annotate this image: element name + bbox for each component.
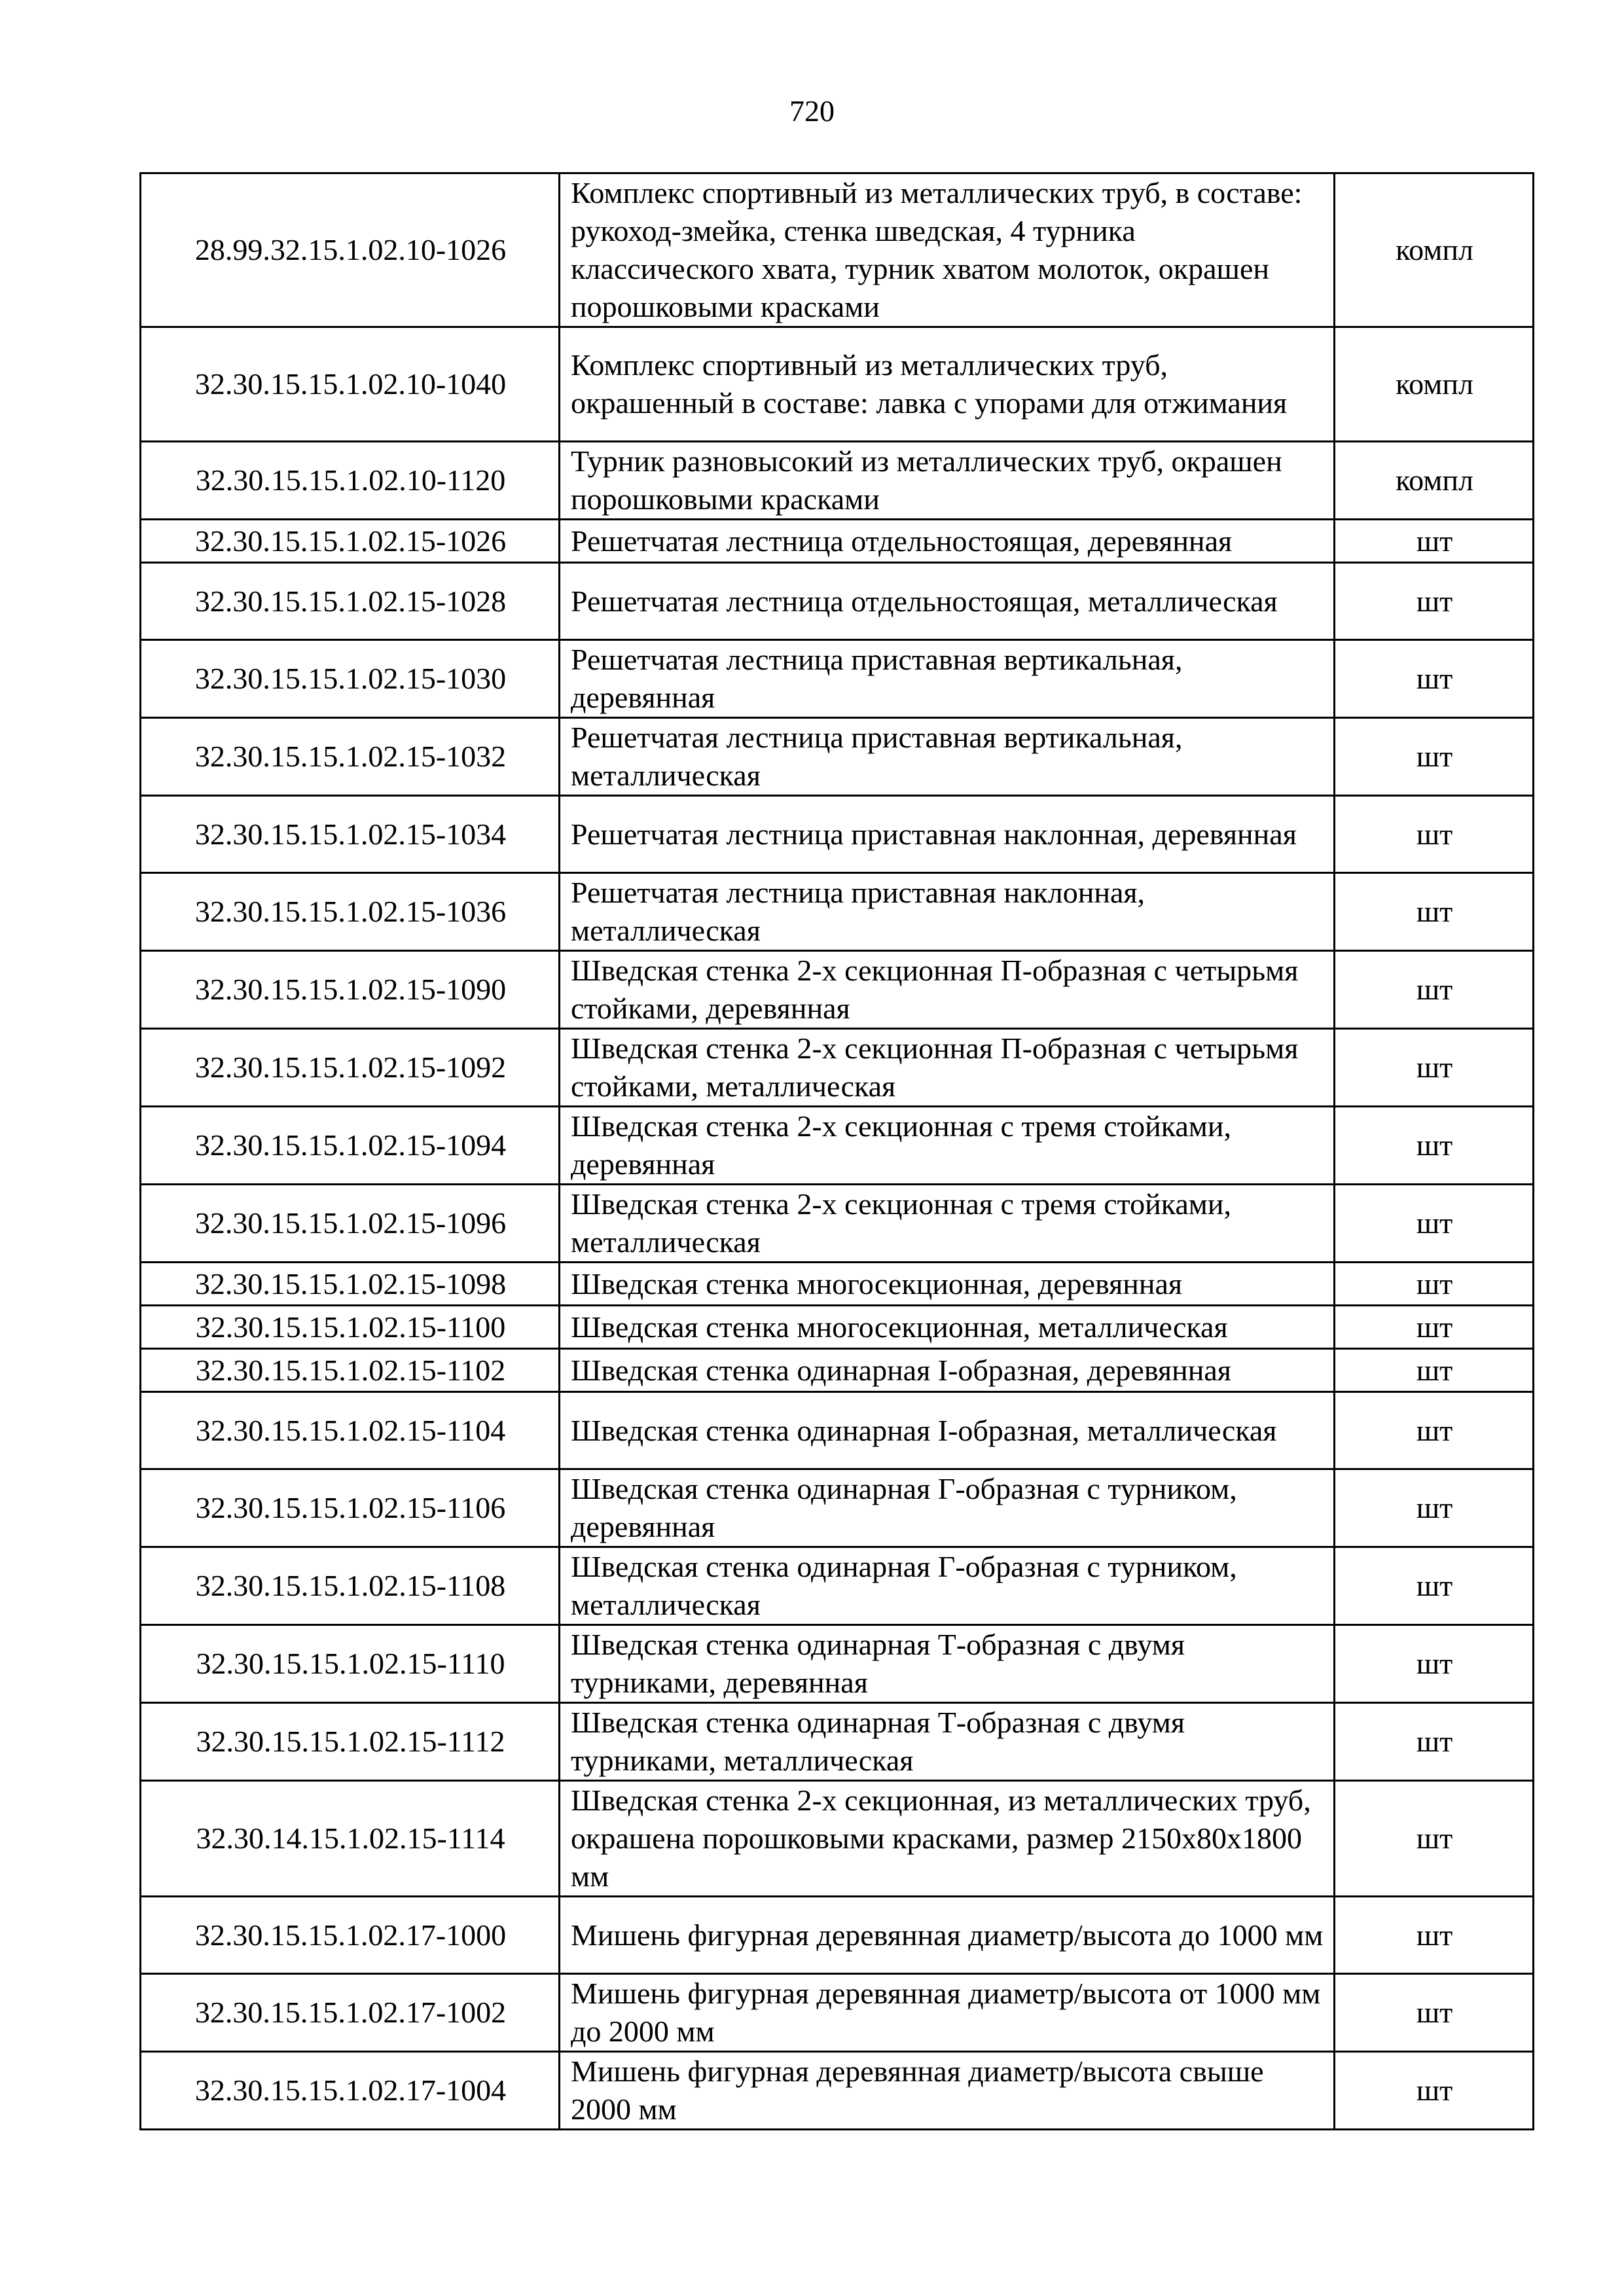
description-cell: Решетчатая лестница приставная наклонная, металлическая — [560, 873, 1335, 951]
description-cell: Решетчатая лестница приставная наклонная, деревянная — [560, 796, 1335, 873]
description-cell: Комплекс спортивный из металлических труб, в составе: рукоход-змейка, стенка шведская, 4 турника классического хвата, турник хватом молоток, окрашен порошковыми красками — [560, 173, 1335, 327]
table-row — [141, 563, 1534, 640]
table-row — [141, 1263, 1534, 1306]
code-cell: 32.30.15.15.1.02.15-1034 — [141, 796, 560, 873]
code-cell: 28.99.32.15.1.02.10-1026 — [141, 173, 560, 327]
table-row — [141, 173, 1534, 327]
table-row — [141, 1107, 1534, 1185]
description-cell: Решетчатая лестница приставная вертикальная, деревянная — [560, 640, 1335, 718]
code-cell: 32.30.15.15.1.02.15-1096 — [141, 1185, 560, 1263]
description-cell: Мишень фигурная деревянная диаметр/высота до 1000 мм — [560, 1897, 1335, 1974]
code-cell: 32.30.15.15.1.02.10-1040 — [141, 327, 560, 442]
description-cell: Мишень фигурная деревянная диаметр/высота свыше 2000 мм — [560, 2052, 1335, 2130]
description-cell: Решетчатая лестница приставная вертикальная, металлическая — [560, 718, 1335, 796]
description-cell: Шведская стенка 2-х секционная с тремя стойками, деревянная — [560, 1107, 1335, 1185]
code-cell: 32.30.15.15.1.02.15-1110 — [141, 1625, 560, 1703]
description-cell: Шведская стенка многосекционная, металлическая — [560, 1306, 1335, 1349]
table-row — [141, 1392, 1534, 1469]
description-cell: Шведская стенка одинарная Т-образная с двумя турниками, деревянная — [560, 1625, 1335, 1703]
description-cell: Турник разновысокий из металлических труб, окрашен порошковыми красками — [560, 442, 1335, 520]
code-cell: 32.30.15.15.1.02.15-1108 — [141, 1547, 560, 1625]
code-cell: 32.30.15.15.1.02.15-1036 — [141, 873, 560, 951]
description-cell: Шведская стенка одинарная Г-образная с турником, металлическая — [560, 1547, 1335, 1625]
table-row — [141, 718, 1534, 796]
table-row — [141, 796, 1534, 873]
unit-cell: шт — [1335, 951, 1534, 1029]
code-cell: 32.30.15.15.1.02.15-1104 — [141, 1392, 560, 1469]
unit-cell: компл — [1335, 442, 1534, 520]
unit-cell: шт — [1335, 1897, 1534, 1974]
unit-cell: шт — [1335, 1974, 1534, 2052]
table-row — [141, 1703, 1534, 1781]
code-cell: 32.30.15.15.1.02.15-1092 — [141, 1029, 560, 1107]
code-cell: 32.30.15.15.1.02.15-1026 — [141, 520, 560, 563]
code-cell: 32.30.15.15.1.02.10-1120 — [141, 442, 560, 520]
table-row — [141, 1185, 1534, 1263]
code-cell: 32.30.15.15.1.02.17-1004 — [141, 2052, 560, 2130]
code-cell: 32.30.15.15.1.02.15-1030 — [141, 640, 560, 718]
unit-cell: шт — [1335, 1703, 1534, 1781]
unit-cell: компл — [1335, 327, 1534, 442]
table-row — [141, 327, 1534, 442]
unit-cell: шт — [1335, 2052, 1534, 2130]
table-row — [141, 1029, 1534, 1107]
description-cell: Мишень фигурная деревянная диаметр/высота от 1000 мм до 2000 мм — [560, 1974, 1335, 2052]
page-number: 720 — [789, 94, 835, 128]
description-cell: Решетчатая лестница отдельностоящая, деревянная — [560, 520, 1335, 563]
description-cell: Комплекс спортивный из металлических труб, окрашенный в составе: лавка с упорами для отжимания — [560, 327, 1335, 442]
table-row — [141, 873, 1534, 951]
table-row — [141, 951, 1534, 1029]
description-cell: Шведская стенка одинарная I-образная, деревянная — [560, 1349, 1335, 1392]
table-row — [141, 1349, 1534, 1392]
table-row — [141, 1306, 1534, 1349]
table-row — [141, 520, 1534, 563]
unit-cell: шт — [1335, 1263, 1534, 1306]
unit-cell: шт — [1335, 873, 1534, 951]
unit-cell: шт — [1335, 1469, 1534, 1547]
description-cell: Решетчатая лестница отдельностоящая, металлическая — [560, 563, 1335, 640]
unit-cell: шт — [1335, 1392, 1534, 1469]
unit-cell: шт — [1335, 1349, 1534, 1392]
unit-cell: шт — [1335, 640, 1534, 718]
description-cell: Шведская стенка 2-х секционная П-образная с четырьмя стойками, деревянная — [560, 951, 1335, 1029]
description-cell: Шведская стенка одинарная I-образная, металлическая — [560, 1392, 1335, 1469]
table-row — [141, 1625, 1534, 1703]
code-cell: 32.30.15.15.1.02.15-1094 — [141, 1107, 560, 1185]
description-cell: Шведская стенка многосекционная, деревянная — [560, 1263, 1335, 1306]
table-row — [141, 1547, 1534, 1625]
unit-cell: шт — [1335, 1185, 1534, 1263]
unit-cell: шт — [1335, 1107, 1534, 1185]
code-cell: 32.30.15.15.1.02.15-1028 — [141, 563, 560, 640]
description-cell: Шведская стенка 2-х секционная П-образная с четырьмя стойками, металлическая — [560, 1029, 1335, 1107]
code-cell: 32.30.15.15.1.02.15-1098 — [141, 1263, 560, 1306]
table-row — [141, 442, 1534, 520]
table-row — [141, 640, 1534, 718]
description-cell: Шведская стенка 2-х секционная, из металлических труб, окрашена порошковыми красками, размер 2150х80х1800 мм — [560, 1781, 1335, 1897]
unit-cell: шт — [1335, 520, 1534, 563]
code-cell: 32.30.15.15.1.02.15-1106 — [141, 1469, 560, 1547]
code-cell: 32.30.15.15.1.02.15-1090 — [141, 951, 560, 1029]
table-row — [141, 1469, 1534, 1547]
table-row — [141, 1897, 1534, 1974]
code-cell: 32.30.15.15.1.02.17-1000 — [141, 1897, 560, 1974]
description-cell: Шведская стенка одинарная Т-образная с двумя турниками, металлическая — [560, 1703, 1335, 1781]
unit-cell: шт — [1335, 796, 1534, 873]
unit-cell: шт — [1335, 1029, 1534, 1107]
code-cell: 32.30.15.15.1.02.15-1100 — [141, 1306, 560, 1349]
resource-table — [139, 172, 1534, 2130]
table-row — [141, 1781, 1534, 1897]
code-cell: 32.30.15.15.1.02.17-1002 — [141, 1974, 560, 2052]
description-cell: Шведская стенка 2-х секционная с тремя стойками, металлическая — [560, 1185, 1335, 1263]
code-cell: 32.30.15.15.1.02.15-1102 — [141, 1349, 560, 1392]
code-cell: 32.30.14.15.1.02.15-1114 — [141, 1781, 560, 1897]
description-cell: Шведская стенка одинарная Г-образная с турником, деревянная — [560, 1469, 1335, 1547]
unit-cell: компл — [1335, 173, 1534, 327]
code-cell: 32.30.15.15.1.02.15-1032 — [141, 718, 560, 796]
code-cell: 32.30.15.15.1.02.15-1112 — [141, 1703, 560, 1781]
table-row — [141, 2052, 1534, 2130]
unit-cell: шт — [1335, 1781, 1534, 1897]
unit-cell: шт — [1335, 718, 1534, 796]
unit-cell: шт — [1335, 563, 1534, 640]
table-row — [141, 1974, 1534, 2052]
unit-cell: шт — [1335, 1547, 1534, 1625]
unit-cell: шт — [1335, 1306, 1534, 1349]
unit-cell: шт — [1335, 1625, 1534, 1703]
